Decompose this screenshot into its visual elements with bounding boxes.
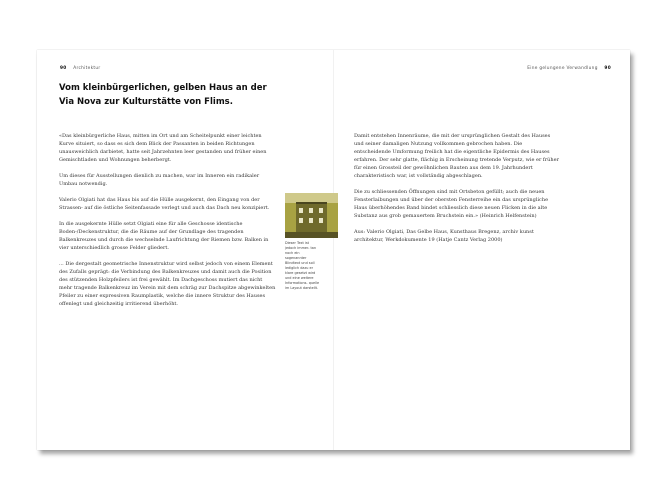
house-photo [285,193,338,238]
body-paragraph: «Das kleinbürgerliche Haus, mitten im Ort und am Scheitelpunkt einer leichten Kurve situiert, so dass es sich dem Blick der Passanten in beiden Richtungen unausweichlich darbietet, hatte seit Jahrzehnten leer gestanden und früher einen Gemischtladen und Wohnungen beherbergt. [59,133,267,163]
book-spread [37,50,630,450]
body-column-right [354,132,560,252]
body-paragraph: Um dieses für Ausstellungen dienlich zu machen, war im Inneren ein radikaler Umbau notwendig. [59,173,260,187]
body-paragraph: In die ausgekernte Hülle setzt Olgiati eine für alle Geschosse identische Boden-/Deckenstruktur, die die Räume auf der Grundlage des tragenden Balkenkreuzes und durch die wechselnde Laufrichtung der Riemen bzw. Balken in vier unterschiedlich grosse Felder gliedert. [59,221,269,251]
photo-window [309,218,313,223]
section-label-left: Architektur [73,66,101,71]
photo-house [296,202,327,234]
section-label-right: Eine gelungene Verwandlung [527,66,598,71]
body-column-left [59,132,277,316]
page-number-left: 90 [60,66,67,71]
photo-window [319,218,323,223]
article-heading [59,81,309,109]
photo-window [299,218,303,223]
body-paragraph: Valerio Olgiati hat das Haus bis auf die Hülle ausgekernt, den Eingang von der Strassen- auf die östliche Seitenfassade verlegt und auch das Dach neu konzipiert. [59,197,270,211]
body-paragraph: ... Die dergestalt geometrische Innenstruktur wird selbst jedoch von einem Element des Zufalls geprägt: die Verbindung des Balkenkreuzes und damit auch die Position des stützenden Holzpfeilers ist frei gewählt. Im Dachgeschoss mutiert das nicht mehr tragende Balkenkreuz im Verein mit dem schräg zur Dachspitze abgewinkelten Pfeiler zu einer expressiven Raumplastik, welche die innere Struktur des Hauses offenlegt und gleichzeitig irritierend überhöht. [59,261,276,307]
photo-ground [285,232,338,238]
running-head-left [55,66,100,71]
running-head-right [527,66,616,71]
body-paragraph: Damit entstehen Innenräume, die mit der ursprünglichen Gestalt des Hauses und seiner damaligen Nutzung vollkommen gebrochen haben. Die entscheidende Umformung freilich hat die eigentliche Epidermis des Hauses erfahren. Der sehr glatte, flächig in Erscheinung tretende Verputz, wie er früher für einen Grossteil der gewöhnlichen Bauten aus dem 19. Jahrhundert charakteristisch war, ist vollständig abgeschlagen. [354,133,559,179]
page-number-right: 90 [604,66,611,71]
body-paragraph: Die zu schliessenden Öffnungen sind mit Ortsbeton gefüllt; auch die neuen Fensterlaibungen und über der obersten Fensterreihe ein das ursprüngliche Haus überhöhendes Band bindet schliesslich diese neuen Flicken in die alte Substanz aus grob gemauertem Bruchstein ein.» (Heinrich Helfenstein) [354,189,549,219]
photo-window [309,208,313,213]
photo-window [319,208,323,213]
heading-line-2: Via Nova zur Kulturstätte von Flims. [59,97,233,107]
source-citation: Aus: Valerio Olgiati, Das Gelbe Haus, Kunsthaus Bregenz, archiv kunst architektur, Werkdokumente 19 (Hatje Cantz Verlag 2000) [354,229,534,243]
heading-line-1: Vom kleinbürgerlichen, gelben Haus an der [59,83,267,93]
photo-window [299,208,303,213]
photo-caption: Dieser Text ist jedoch immer- tan noch ein sogenannter Blindtext und soll lediglich dazu er klare gesetzt wird und eine weitere Informations- quelle im Layout darstellt. [285,241,320,290]
page-gutter [333,50,334,450]
